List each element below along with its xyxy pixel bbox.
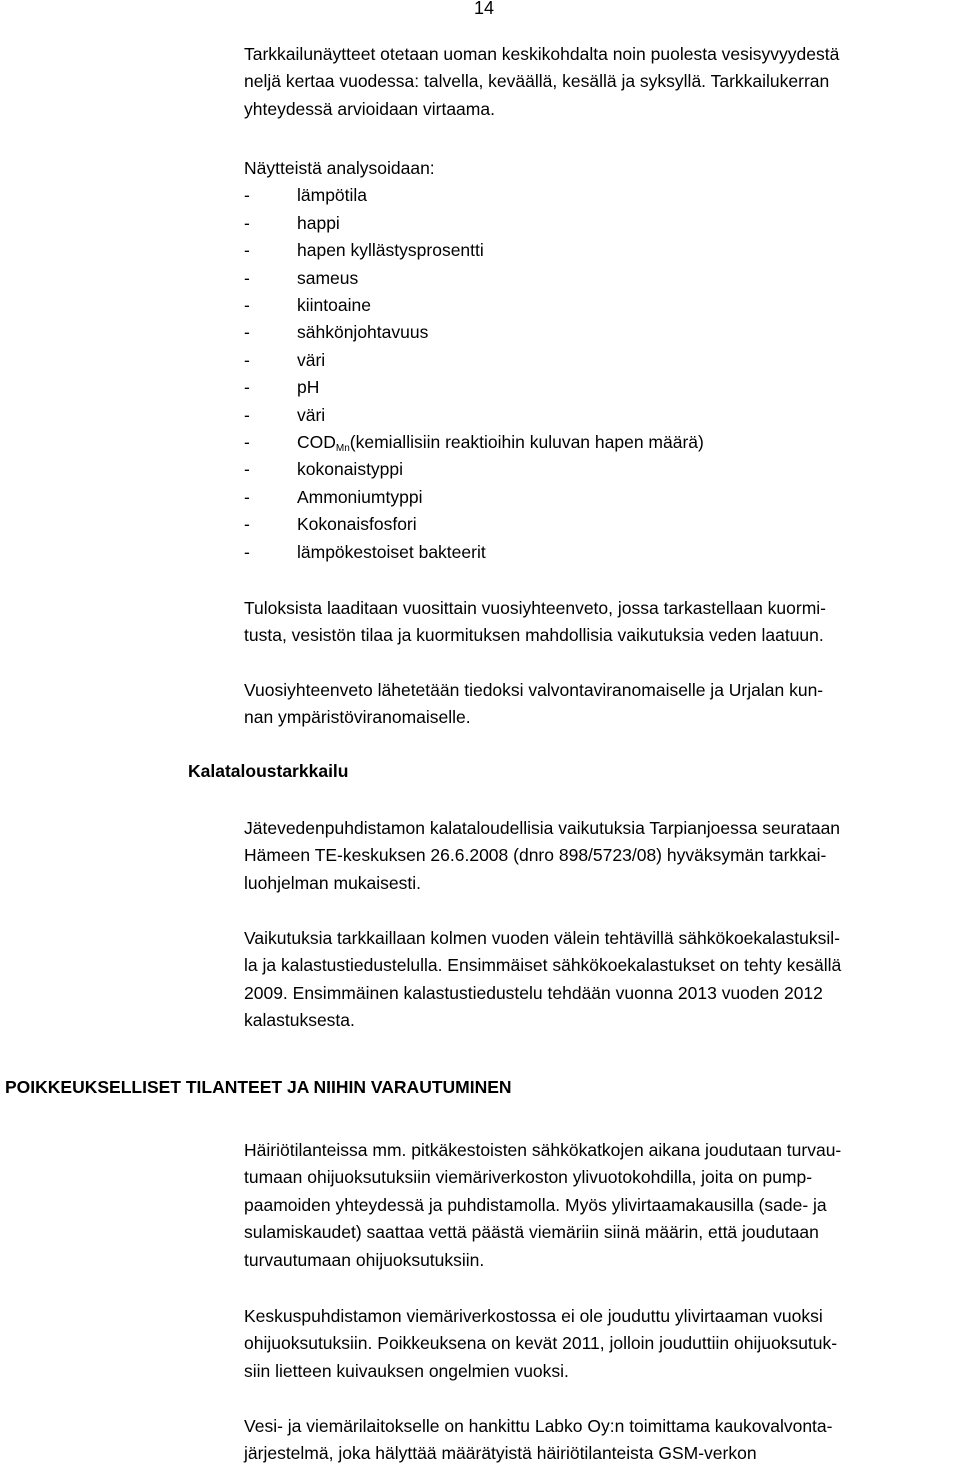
fish-p2-line-4: kalastuksesta.: [244, 1010, 355, 1031]
results-line-1: Tuloksista laaditaan vuosittain vuosiyhteenveto, jossa tarkastellaan kuormi-: [244, 598, 827, 618]
list-item: - happi: [244, 212, 340, 233]
exc-p1-line-4: sulamiskaudet) saattaa vettä päästä viemäriin siinä määrin, että joudutaan: [244, 1222, 819, 1243]
cod-description: (kemiallisiin reaktioihin kuluvan hapen määrä): [349, 432, 704, 453]
exceptional-paragraph-1: [244, 1137, 956, 1274]
list-item: - Kokonaisfosfori: [244, 514, 417, 535]
fish-p2-line-2: la ja kalastustiedustelulla. Ensimmäiset sähkökoekalastukset on tehty kesällä: [244, 955, 842, 976]
fish-p1-line-2: Hämeen TE-keskuksen 26.6.2008 (dnro 898/5723/08) hyväksymän tarkkai-: [244, 845, 827, 866]
page-number: 14: [474, 0, 495, 18]
exc-p1-line-3: paamoiden yhteydessä ja puhdistamolla. Myös ylivirtaamakausilla (sade- ja: [244, 1194, 827, 1215]
list-item-cod: - $COD_{Mn}(kemiallisiin$ reaktioihin kuluvan hapen määrä): [244, 432, 704, 455]
list-item: - pH: [244, 377, 320, 398]
report-line-1: Vuosiyhteenveto lähetetään tiedoksi valvontaviranomaiselle ja Urjalan kun-: [244, 680, 824, 700]
exceptional-paragraph-2: [244, 1303, 956, 1385]
cod-subscript: Mn: [335, 443, 350, 455]
intro-line-3: yhteydessä arvioidaan virtaama.: [244, 98, 495, 119]
exc-p1-line-5: turvautumaan ohijuoksutuksiin.: [244, 1249, 485, 1270]
fish-monitoring-heading: Kalataloustarkkailu: [188, 761, 349, 781]
fish-p2-line-1: Vaikutuksia tarkkaillaan kolmen vuoden välein tehtävillä sähkökoekalastuksil-: [244, 928, 840, 948]
cod-main: COD: [297, 432, 336, 453]
list-item: - kiintoaine: [244, 295, 371, 316]
fish-p1-line-1: Jätevedenpuhdistamon kalataloudellisia vaikutuksia Tarpianjoessa seurataan: [244, 818, 841, 838]
exceptional-situations-heading: POIKKEUKSELLISET TILANTEET JA NIIHIN VARAUTUMINEN: [5, 1077, 512, 1097]
fish-p2-line-3: 2009. Ensimmäinen kalastustiedustelu tehdään vuonna 2013 vuoden 2012: [244, 982, 823, 1003]
intro-paragraph: [244, 41, 956, 123]
exc-p3-line-1: Vesi- ja viemärilaitokselle on hankittu Labko Oy:n toimittama kaukovalvonta-: [244, 1416, 833, 1436]
list-item: - kokonaistyppi: [244, 459, 404, 480]
intro-line-1: Tarkkailunäytteet otetaan uoman keskikohdalta noin puolesta vesisyvyydestä: [244, 44, 840, 64]
list-item: - sameus: [244, 267, 359, 288]
fish-paragraph-1: [244, 815, 956, 897]
results-paragraph: [244, 595, 956, 650]
list-item: - väri: [244, 404, 326, 425]
exc-p2-line-1: Keskuspuhdistamon viemäriverkostossa ei ole jouduttu ylivirtaaman vuoksi: [244, 1306, 823, 1326]
list-item: - lämpökestoiset bakteerit: [244, 541, 486, 562]
list-item: - väri: [244, 349, 326, 370]
list-item: - hapen kyllästysprosentti: [244, 240, 484, 261]
exc-p1-line-2: tumaan ohijuoksutuksiin viemäriverkoston ylivuotokohdilla, joita on pump-: [244, 1167, 813, 1188]
analysis-intro: Näytteistä analysoidaan:: [244, 158, 435, 178]
report-paragraph: [244, 677, 956, 732]
report-line-2: nan ympäristöviranomaiselle.: [244, 707, 471, 728]
exc-p3-line-2: järjestelmä, joka hälyttää määrätyistä häiriötilanteista GSM-verkon: [244, 1443, 757, 1464]
exceptional-paragraph-3: [244, 1413, 956, 1468]
exc-p2-line-2: ohijuoksutuksiin. Poikkeuksena on kevät 2011, jolloin jouduttiin ohijuoksutuk-: [244, 1333, 838, 1354]
analysis-list: [244, 182, 956, 566]
list-item: - sähkönjohtavuus: [244, 322, 429, 343]
fish-p1-line-3: luohjelman mukaisesti.: [244, 872, 422, 893]
analysis-section: [244, 155, 956, 566]
results-line-2: tusta, vesistön tilaa ja kuormituksen mahdollisia vaikutuksia veden laatuun.: [244, 625, 824, 646]
list-item: - lämpötila: [244, 185, 368, 206]
exc-p1-line-1: Häiriötilanteissa mm. pitkäkestoisten sähkökatkojen aikana joudutaan turvau-: [244, 1140, 842, 1160]
list-item: - Ammoniumtyppi: [244, 486, 423, 507]
exc-p2-line-3: siin lietteen kuivauksen ongelmien vuoksi.: [244, 1360, 569, 1381]
intro-line-2: neljä kertaa vuodessa: talvella, keväällä, kesällä ja syksyllä. Tarkkailukerran: [244, 71, 830, 92]
fish-paragraph-2: [244, 925, 956, 1035]
